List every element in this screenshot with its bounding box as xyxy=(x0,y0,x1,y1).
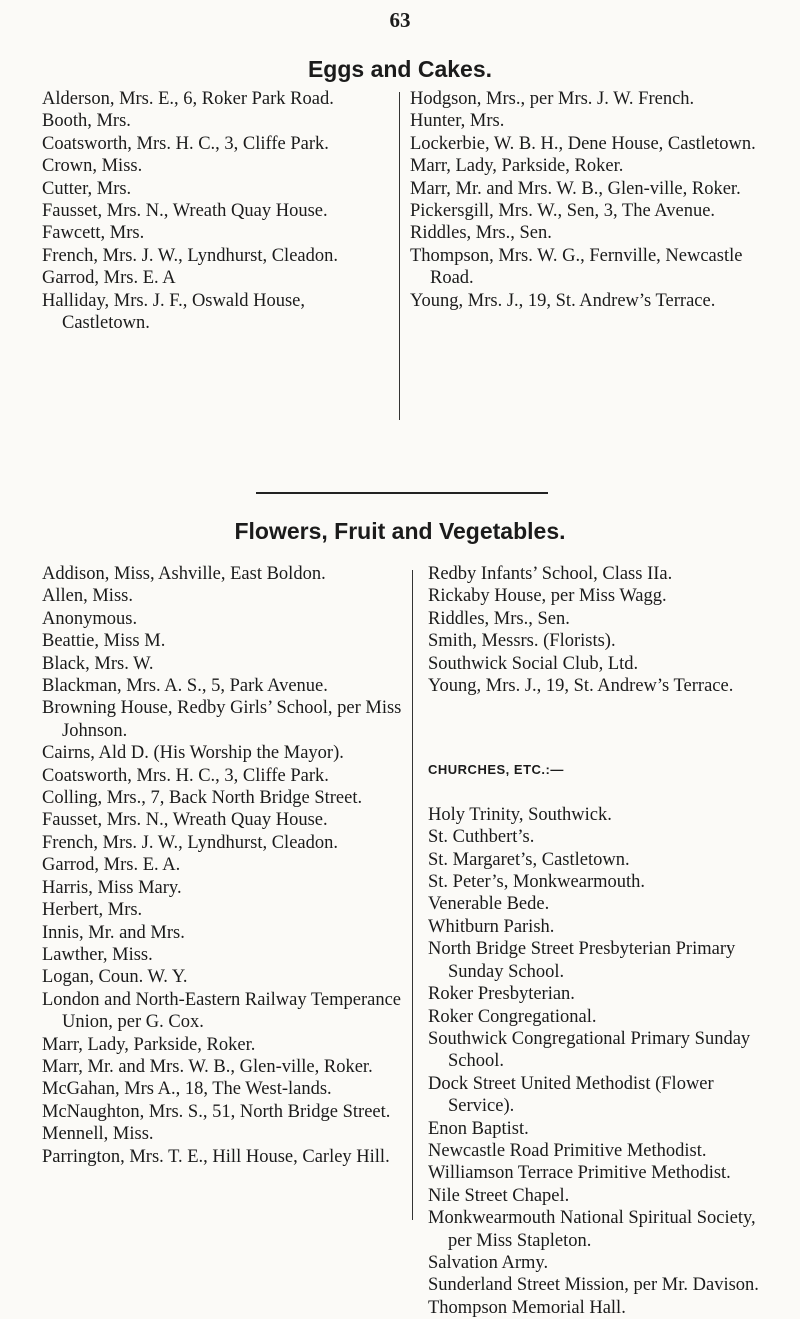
list-entry: Fausset, Mrs. N., Wreath Quay House. xyxy=(42,810,328,831)
list-entry: Alderson, Mrs. E., 6, Roker Park Road. xyxy=(42,89,334,109)
flowers-right-list xyxy=(428,563,768,697)
list-entry: Riddles, Mrs., Sen. xyxy=(410,223,552,244)
list-entry: Crown, Miss. xyxy=(42,156,143,177)
list-entry: St. Peter’s, Monkwearmouth. xyxy=(428,872,646,893)
list-entry: Thompson Memorial Hall. xyxy=(428,1297,626,1318)
list-entry: Coatsworth, Mrs. H. C., 3, Cliffe Park. xyxy=(42,133,329,154)
list-entry: Dock Street United Methodist (Flower Service). xyxy=(428,1073,714,1117)
list-entry: Lockerbie, W. B. H., Dene House, Castletown. xyxy=(410,133,756,154)
list-entry: Thompson, Mrs. W. G., Fernville, Newcastle Road. xyxy=(410,245,743,289)
column-divider xyxy=(399,92,400,420)
list-entry: Holy Trinity, Southwick. xyxy=(428,804,612,825)
list-entry: Garrod, Mrs. E. A xyxy=(42,268,176,289)
list-entry: Black, Mrs. W. xyxy=(42,653,154,674)
list-entry: Addison, Miss, Ashville, East Boldon. xyxy=(42,564,326,584)
list-entry: Cutter, Mrs. xyxy=(42,178,132,199)
section-heading-flowers-fruit-vegetables: Flowers, Fruit and Vegetables. xyxy=(234,518,566,544)
list-entry: Young, Mrs. J., 19, St. Andrew’s Terrace. xyxy=(410,290,716,311)
list-entry: McGahan, Mrs A., 18, The West-lands. xyxy=(42,1079,332,1100)
list-entry: Nile Street Chapel. xyxy=(428,1185,570,1206)
list-entry: Williamson Terrace Primitive Methodist. xyxy=(428,1163,731,1184)
list-entry: Mennell, Miss. xyxy=(42,1124,154,1145)
list-entry: Colling, Mrs., 7, Back North Bridge Street. xyxy=(42,788,363,809)
list-entry: Smith, Messrs. (Florists). xyxy=(428,631,616,652)
list-entry: Marr, Mr. and Mrs. W. B., Glen-ville, Roker. xyxy=(42,1056,373,1077)
list-entry: Pickersgill, Mrs. W., Sen, 3, The Avenue. xyxy=(410,201,716,222)
list-entry: McNaughton, Mrs. S., 51, North Bridge Street. xyxy=(42,1101,391,1122)
list-entry: Innis, Mr. and Mrs. xyxy=(42,922,185,943)
eggs-left-column xyxy=(42,88,392,334)
list-entry: Allen, Miss. xyxy=(42,586,133,607)
list-entry: Hodgson, Mrs., per Mrs. J. W. French. xyxy=(410,89,695,109)
list-entry: Riddles, Mrs., Sen. xyxy=(428,608,570,629)
list-entry: Southwick Social Club, Ltd. xyxy=(428,653,639,674)
list-entry: St. Cuthbert’s. xyxy=(428,827,535,848)
flowers-right-column xyxy=(428,563,768,1319)
list-entry: Hunter, Mrs. xyxy=(410,111,505,132)
list-entry: Roker Congregational. xyxy=(428,1006,597,1027)
list-entry: Young, Mrs. J., 19, St. Andrew’s Terrace. xyxy=(428,676,734,697)
list-entry: Enon Baptist. xyxy=(428,1118,529,1139)
list-entry: Whitburn Parish. xyxy=(428,916,555,937)
list-entry: North Bridge Street Presbyterian Primary Sunday School. xyxy=(428,939,736,982)
list-entry: Roker Presbyterian. xyxy=(428,984,575,1005)
list-entry: Monkwearmouth National Spiritual Society, per Miss Stapleton. xyxy=(428,1208,756,1251)
list-entry: Herbert, Mrs. xyxy=(42,900,143,921)
churches-subheading: CHURCHES, ETC.:— xyxy=(428,762,564,778)
list-entry: Marr, Mr. and Mrs. W. B., Glen-ville, Roker. xyxy=(410,178,741,199)
section-heading-eggs-and-cakes: Eggs and Cakes. xyxy=(307,56,493,82)
list-entry: Lawther, Miss. xyxy=(42,944,153,965)
list-entry: St. Margaret’s, Castletown. xyxy=(428,849,630,870)
list-entry: Booth, Mrs. xyxy=(42,111,131,132)
list-entry: Salvation Army. xyxy=(428,1252,549,1273)
column-divider xyxy=(412,570,413,1220)
list-entry: Redby Infants’ School, Class IIa. xyxy=(428,564,673,584)
list-entry: Anonymous. xyxy=(42,608,138,629)
list-entry: Blackman, Mrs. A. S., 5, Park Avenue. xyxy=(42,676,328,697)
list-entry: Marr, Lady, Parkside, Roker. xyxy=(410,156,624,177)
list-entry: Venerable Bede. xyxy=(428,894,550,915)
list-entry: Coatsworth, Mrs. H. C., 3, Cliffe Park. xyxy=(42,765,329,786)
list-entry: Garrod, Mrs. E. A. xyxy=(42,855,181,876)
churches-list xyxy=(428,804,768,1319)
list-entry: Fawcett, Mrs. xyxy=(42,223,145,244)
list-entry: Fausset, Mrs. N., Wreath Quay House. xyxy=(42,201,328,222)
flowers-left-column xyxy=(42,563,402,1168)
list-entry: Logan, Coun. W. Y. xyxy=(42,967,188,988)
list-entry: Harris, Miss Mary. xyxy=(42,877,182,898)
list-entry: Browning House, Redby Girls’ School, per Miss Johnson. xyxy=(42,698,402,741)
page-number: 63 xyxy=(389,8,411,32)
list-entry: Halliday, Mrs. J. F., Oswald House, Castletown. xyxy=(42,290,305,334)
list-entry: Cairns, Ald D. (His Worship the Mayor). xyxy=(42,743,344,764)
list-entry: French, Mrs. J. W., Lyndhurst, Cleadon. xyxy=(42,245,338,266)
list-entry: Sunderland Street Mission, per Mr. Davison. xyxy=(428,1275,759,1296)
eggs-right-column xyxy=(410,88,760,312)
list-entry: French, Mrs. J. W., Lyndhurst, Cleadon. xyxy=(42,832,338,853)
list-entry: Beattie, Miss M. xyxy=(42,631,166,652)
section-divider-rule xyxy=(256,492,548,494)
list-entry: Parrington, Mrs. T. E., Hill House, Carley Hill. xyxy=(42,1146,390,1167)
list-entry: Rickaby House, per Miss Wagg. xyxy=(428,586,667,607)
list-entry: Southwick Congregational Primary Sunday School. xyxy=(428,1028,751,1072)
list-entry: Newcastle Road Primitive Methodist. xyxy=(428,1140,707,1161)
list-entry: London and North-Eastern Railway Temperance Union, per G. Cox. xyxy=(42,989,401,1033)
list-entry: Marr, Lady, Parkside, Roker. xyxy=(42,1034,256,1055)
